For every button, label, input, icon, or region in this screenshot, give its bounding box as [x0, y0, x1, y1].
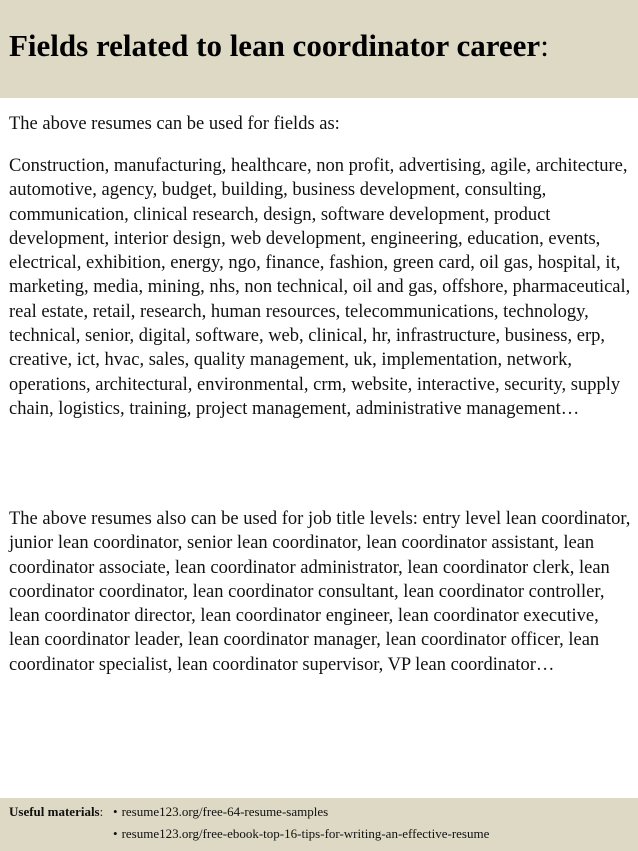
footer-banner	[0, 798, 638, 851]
page-title-colon: :	[540, 28, 549, 63]
footer-row-2	[0, 824, 638, 846]
page-title-text: Fields related to lean coordinator career	[9, 28, 541, 63]
header-banner	[0, 0, 638, 98]
bullet-icon: •	[113, 804, 118, 819]
footer-row-1	[0, 802, 638, 824]
footer-link-1[interactable]	[113, 802, 328, 822]
footer-link-2[interactable]	[113, 824, 489, 844]
job-levels-list: The above resumes also can be used for job title levels: entry level lean coordinator, junior lean coordinator, senior lean coordinator, lean coordinator assistant, lean coordinator associate, lean coordinator administrator, lean coordinator clerk, lean coordinator coordinator, lean coordinator consultant, lean coordinator controller, lean coordinator director, lean coordinator engineer, lean coordinator executive, lean coordinator leader, lean coordinator manager, lean coordinator officer, lean coordinator specialist, lean coordinator supervisor, VP lean coordinator…	[9, 509, 631, 675]
bullet-icon: •	[113, 826, 118, 841]
useful-materials-label	[9, 802, 103, 822]
page-title	[9, 26, 638, 66]
footer-link-2-text[interactable]: resume123.org/free-ebook-top-16-tips-for-writing-an-effective-resume	[121, 826, 490, 841]
intro-text: The above resumes can be used for fields as:	[9, 114, 340, 134]
footer-link-1-text[interactable]: resume123.org/free-64-resume-samples	[121, 804, 329, 819]
useful-materials-label-text: Useful materials	[9, 804, 100, 819]
useful-materials-label-colon: :	[99, 804, 104, 819]
fields-list: Construction, manufacturing, healthcare, non profit, advertising, agile, architecture, automotive, agency, budget, building, business development, consulting, communication, clinical research, design, software development, product development, interior design, web development, engineering, education, events, electrical, exhibition, energy, ngo, finance, fashion, green card, oil gas, hospital, it, marketing, media, mining, nhs, non technical, oil and gas, offshore, pharmaceutical, real estate, retail, research, human resources, telecommunications, technology, technical, senior, digital, software, web, clinical, hr, infrastructure, business, erp, creative, ict, hvac, sales, quality management, uk, implementation, network, operations, architectural, environmental, crm, website, interactive, security, supply chain, logistics, training, project management, administrative management…	[9, 156, 631, 419]
